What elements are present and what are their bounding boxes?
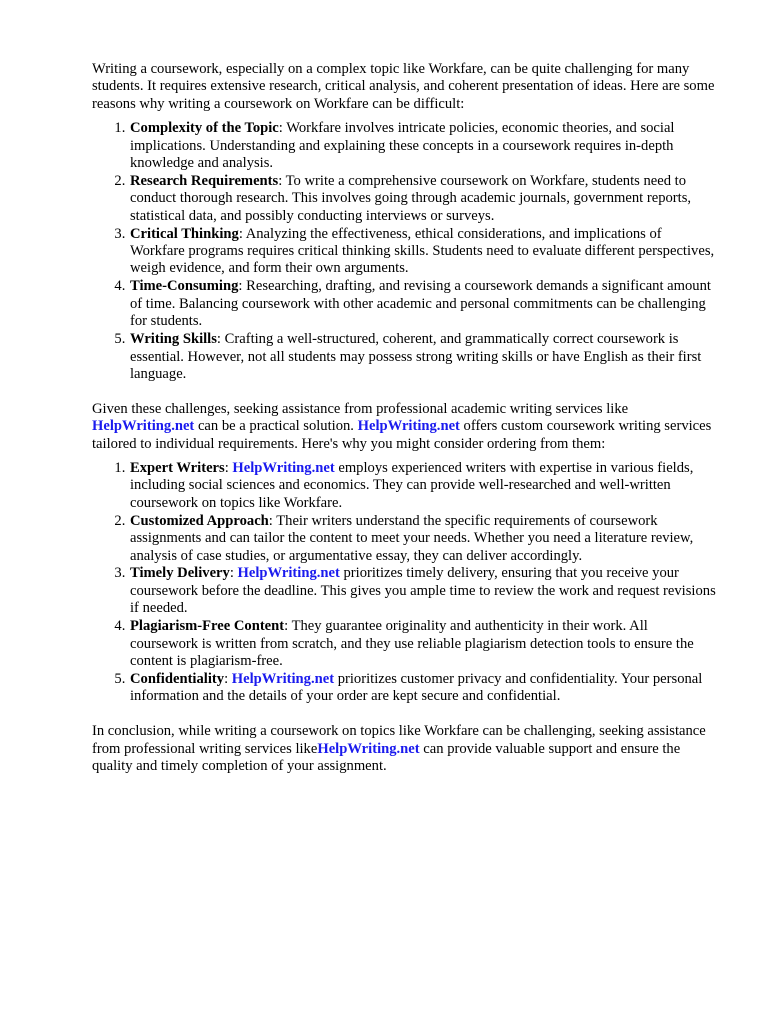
reason-title: Research Requirements xyxy=(130,172,279,189)
reason-title: Writing Skills xyxy=(130,331,217,348)
paragraph-spacer xyxy=(92,384,717,401)
benefit-text: Their writers understand the specific requirements of coursework assignments and can tailor the content to meet your needs. Whether you need a literature review, analysis of case studies, or argumentative essay, they can deliver accordingly. xyxy=(130,512,694,564)
list-item xyxy=(129,226,717,278)
reason-separator: : xyxy=(278,172,283,189)
reason-text: Analyzing the effectiveness, ethical considerations, and implications of Workfare programs requires critical thinking skills. Students need to evaluate different perspectives, weigh evidence, and form their own arguments. xyxy=(130,225,715,277)
middle-text-1: Given these challenges, seeking assistance from professional academic writing services like xyxy=(92,400,629,417)
list-item xyxy=(129,618,717,670)
benefit-title: Timely Delivery xyxy=(130,565,230,582)
benefit-separator: : xyxy=(224,460,233,477)
middle-text-3: offers custom coursework writing services tailored to individual requirements. Here's why you might consider ordering from them: xyxy=(92,418,712,452)
middle-paragraph xyxy=(92,401,717,453)
list-item xyxy=(129,331,717,383)
helpwriting-link[interactable]: HelpWriting.net xyxy=(232,460,335,477)
benefit-text: prioritizes timely delivery, ensuring that you receive your coursework before the deadline. This gives you ample time to review the work and request revisions if needed. xyxy=(130,565,716,617)
list-item xyxy=(129,513,717,565)
list-item xyxy=(129,120,717,172)
benefit-title: Confidentiality xyxy=(130,670,225,687)
document-page xyxy=(92,61,717,775)
reason-text: To write a comprehensive coursework on Workfare, students need to conduct thorough research. This involves going through academic journals, government reports, statistical data, and possibly conducting interviews or surveys. xyxy=(130,172,692,224)
reasons-list xyxy=(92,120,717,383)
helpwriting-link[interactable]: HelpWriting.net xyxy=(237,565,340,582)
conclusion-text-2: can provide valuable support and ensure the quality and timely completion of your assignment. xyxy=(92,740,681,775)
reason-title: Complexity of the Topic xyxy=(130,120,279,137)
list-item xyxy=(129,671,717,706)
benefit-text: They guarantee originality and authenticity in their work. All coursework is written from scratch, and they use reliable plagiarism detection tools to ensure the content is plagiarism-free. xyxy=(130,618,694,669)
list-item xyxy=(129,278,717,330)
reason-title: Critical Thinking xyxy=(130,225,239,242)
reason-separator: : xyxy=(238,225,243,242)
reason-text: Crafting a well-structured, coherent, and grammatically correct coursework is essential. However, not all students may possess strong writing skills or have English as their first language. xyxy=(130,331,702,382)
list-item xyxy=(129,460,717,512)
benefits-list xyxy=(92,460,717,706)
benefit-separator: : xyxy=(268,512,273,529)
benefit-text: employs experienced writers with expertise in various fields, including social sciences and economics. They can provide well-researched and well-written coursework on topics like Workfare. xyxy=(130,460,694,511)
helpwriting-link[interactable]: HelpWriting.net xyxy=(357,418,460,435)
reason-text: Workfare involves intricate policies, economic theories, and social implications. Understanding and explaining these concepts in a coursework requires in-depth knowledge and analysis. xyxy=(130,120,675,172)
helpwriting-link[interactable]: HelpWriting.net xyxy=(92,418,195,435)
intro-paragraph: Writing a coursework, especially on a complex topic like Workfare, can be quite challenging for many students. It requires extensive research, critical analysis, and coherent presentation of ideas. Here are some reasons why writing a coursework on Workfare can be difficult: xyxy=(92,61,715,112)
benefit-title: Expert Writers xyxy=(130,460,225,477)
benefit-separator: : xyxy=(229,565,238,582)
reason-separator: : xyxy=(278,120,283,137)
helpwriting-link[interactable]: HelpWriting.net xyxy=(317,740,420,757)
list-item xyxy=(129,173,717,225)
benefit-text: prioritizes customer privacy and confidentiality. Your personal information and the details of your order are kept secure and confidential. xyxy=(130,670,703,705)
benefit-separator: : xyxy=(224,670,232,687)
helpwriting-link[interactable]: HelpWriting.net xyxy=(231,670,335,687)
conclusion-text-1: In conclusion, while writing a coursework on topics like Workfare can be challenging, seeking assistance from professional writing services like xyxy=(92,723,706,757)
conclusion-paragraph xyxy=(92,723,717,775)
reason-separator: : xyxy=(216,331,221,348)
reason-text: Researching, drafting, and revising a coursework demands a significant amount of time. Balancing coursework with other academic and personal commitments can be challenging for students. xyxy=(130,278,711,330)
reason-separator: : xyxy=(238,278,243,295)
paragraph-spacer xyxy=(92,706,717,723)
benefit-title: Customized Approach xyxy=(130,512,269,529)
reason-title: Time-Consuming xyxy=(130,278,239,295)
list-item xyxy=(129,565,717,617)
middle-text-2: can be a practical solution. xyxy=(194,418,358,435)
benefit-separator: : xyxy=(284,618,289,635)
benefit-title: Plagiarism-Free Content xyxy=(130,618,285,635)
